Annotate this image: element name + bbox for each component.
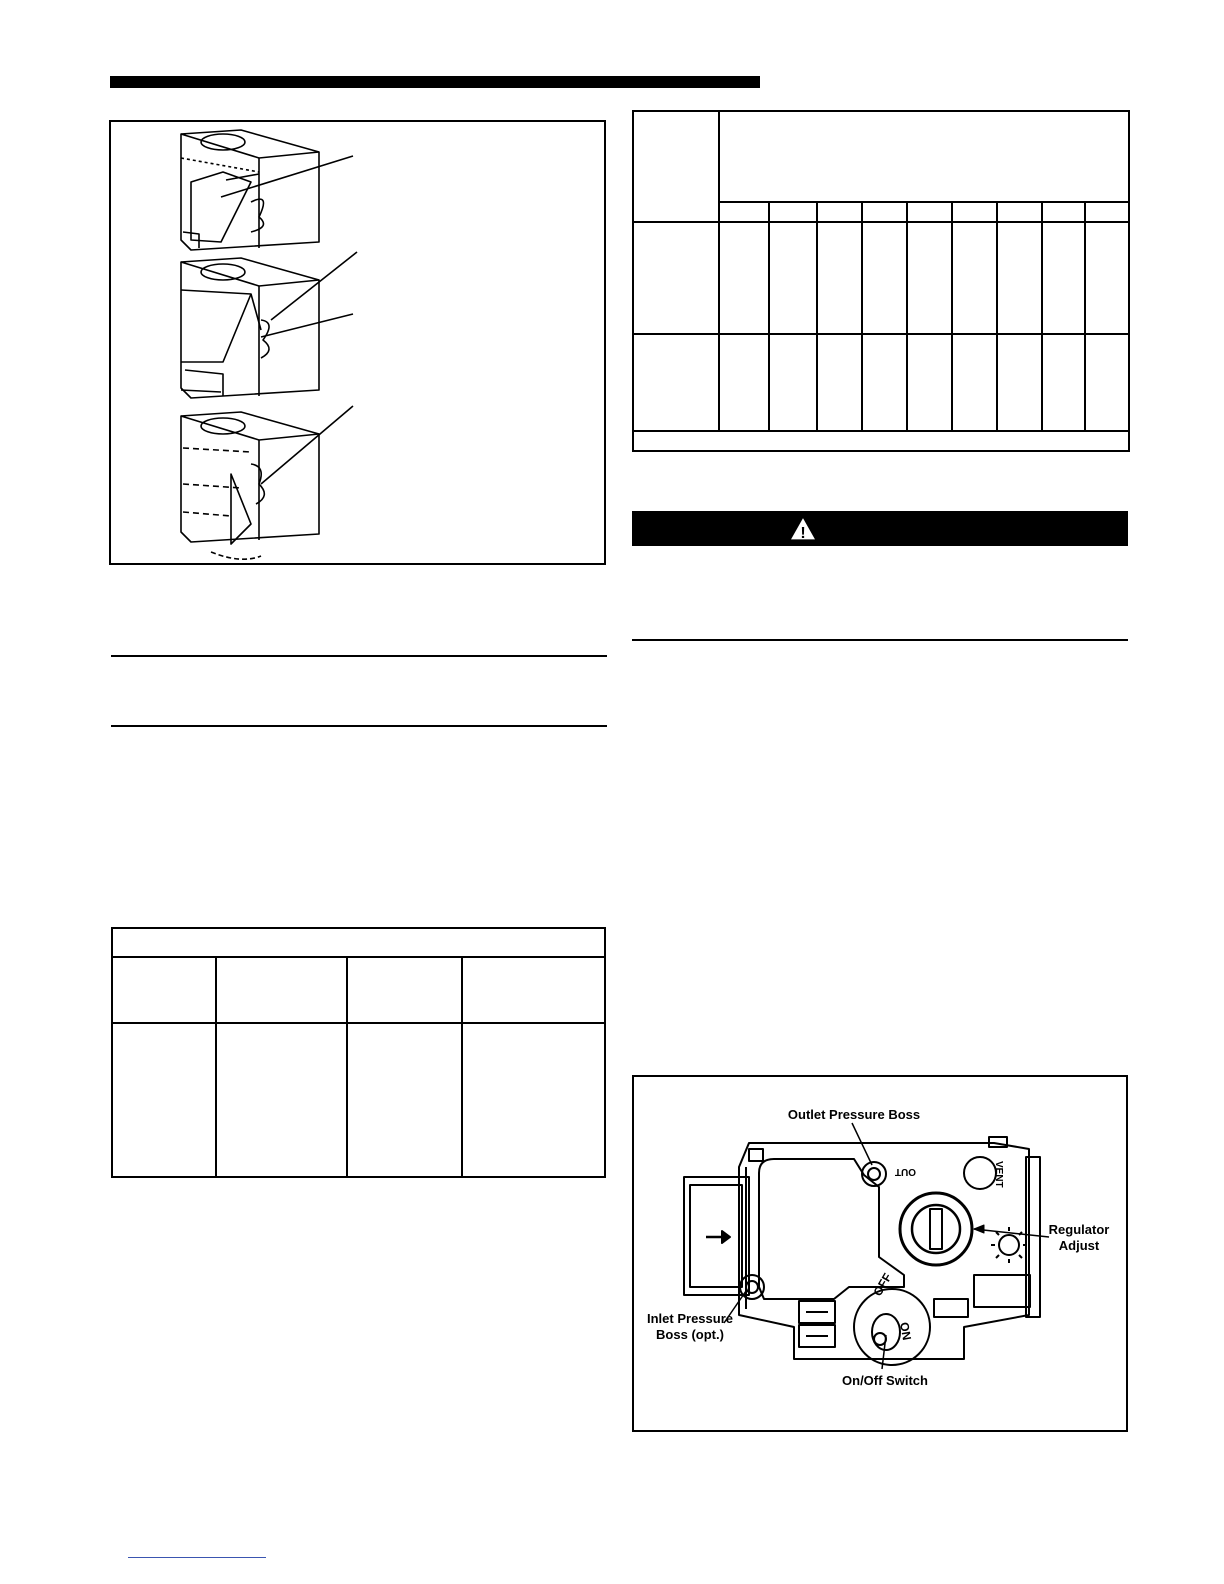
inlet-pressure-boss-label-line1: Inlet Pressure — [647, 1311, 733, 1326]
on-off-switch-dial — [854, 1289, 930, 1365]
right-table-cell — [862, 334, 907, 431]
right-table-cell — [1085, 222, 1129, 335]
inlet-pressure-boss-label-line2: Boss (opt.) — [656, 1327, 724, 1342]
right-table-cell — [769, 222, 817, 335]
right-table-cell — [1042, 222, 1085, 335]
regulator-adjust-label — [1039, 1222, 1119, 1254]
right-table-col-header — [719, 202, 769, 222]
valve-body — [739, 1143, 1029, 1359]
right-table-corner-cell — [633, 111, 719, 222]
left-table-title-cell — [112, 928, 605, 957]
burner-box-figure — [109, 120, 606, 565]
gas-valve-figure — [632, 1075, 1128, 1432]
burner-box-3 — [181, 412, 319, 559]
left-table-body-cell — [112, 1023, 216, 1177]
inlet-pressure-boss-label — [640, 1311, 740, 1343]
valve-outlet-mark: OUT — [894, 1166, 916, 1177]
right-table-col-header — [769, 202, 817, 222]
regulator-adjust-label-line1: Regulator — [1048, 1222, 1110, 1237]
burner-box-drawings — [111, 122, 604, 563]
leader-line-2 — [271, 252, 357, 320]
right-table-cell — [952, 222, 997, 335]
left-table-body-cell — [216, 1023, 347, 1177]
header-bar — [110, 76, 760, 88]
right-table-cell — [907, 334, 952, 431]
right-table-row-label — [633, 222, 719, 335]
right-spec-table — [632, 110, 1130, 452]
left-table-body-cell — [462, 1023, 605, 1177]
right-table-cell — [952, 334, 997, 431]
right-table-cell — [907, 222, 952, 335]
on-off-switch-label: On/Off Switch — [842, 1373, 928, 1388]
left-table-header-cell — [112, 957, 216, 1023]
vent-port — [964, 1157, 996, 1189]
right-table-cell — [719, 334, 769, 431]
valve-on-mark: ON — [897, 1321, 914, 1342]
right-table-col-header — [1085, 202, 1129, 222]
warning-banner — [632, 511, 1128, 546]
left-table-header-cell — [462, 957, 605, 1023]
right-table-footnote-cell — [633, 431, 1129, 451]
right-table-cell — [719, 222, 769, 335]
leader-line-4 — [261, 406, 353, 484]
footer-link-underline[interactable] — [128, 1557, 266, 1558]
right-table-cell — [997, 334, 1042, 431]
right-table-cell — [769, 334, 817, 431]
valve-vent-mark: VENT — [993, 1161, 1004, 1188]
right-table-col-header — [817, 202, 862, 222]
left-spec-table — [111, 927, 606, 1178]
burner-box-1 — [181, 130, 319, 250]
right-table-title-cell — [719, 111, 1129, 202]
left-table-header-cell — [347, 957, 462, 1023]
warning-symbol: ! — [800, 525, 806, 542]
warning-triangle-icon — [788, 515, 818, 542]
right-table-col-header — [1042, 202, 1085, 222]
valve-off-mark: OFF — [870, 1270, 895, 1299]
right-table-cell — [997, 222, 1042, 335]
right-table-cell — [1042, 334, 1085, 431]
right-table-col-header — [907, 202, 952, 222]
outlet-pressure-boss-label: Outlet Pressure Boss — [787, 1107, 921, 1122]
right-table-row-label — [633, 334, 719, 431]
left-table-header-cell — [216, 957, 347, 1023]
section-rule-right — [632, 639, 1128, 641]
section-rule-left-1 — [111, 655, 607, 657]
right-table-col-header — [997, 202, 1042, 222]
right-table-cell — [817, 222, 862, 335]
right-table-col-header — [862, 202, 907, 222]
right-table-col-header — [952, 202, 997, 222]
regulator-adjust-label-line2: Adjust — [1058, 1238, 1100, 1253]
right-table-cell — [817, 334, 862, 431]
right-table-cell — [1085, 334, 1129, 431]
section-rule-left-2 — [111, 725, 607, 727]
left-table-body-cell — [347, 1023, 462, 1177]
right-table-cell — [862, 222, 907, 335]
